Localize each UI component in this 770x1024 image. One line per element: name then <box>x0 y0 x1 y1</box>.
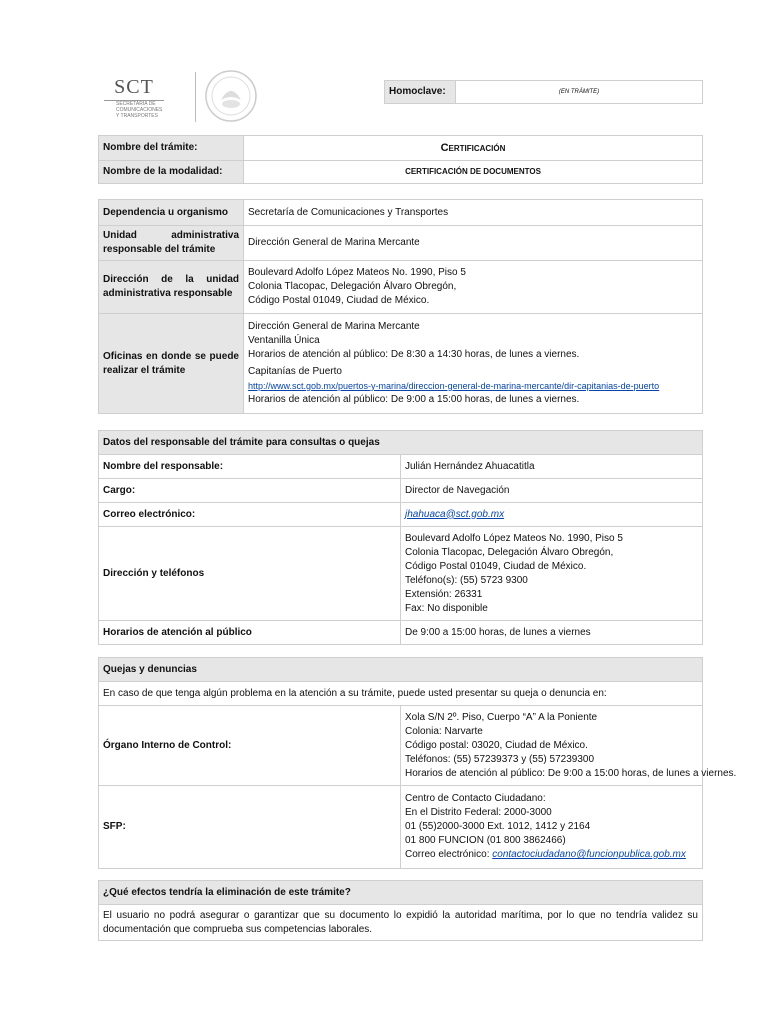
dir-label-line: Dirección de la unidad <box>103 274 239 285</box>
contact-line: Colonia Tlacopac, Delegación Álvaro Obregón, <box>405 546 614 558</box>
efectos-line: documentación que comprueba sus competencias laborales. <box>103 923 373 935</box>
quejas-table <box>98 657 737 869</box>
sfp-line: En el Distrito Federal: 2000-3000 <box>405 807 552 818</box>
sfp-correo-link[interactable]: contactociudadano@funcionpublica.gob.mx <box>492 849 686 860</box>
quejas-intro: En caso de que tenga algún problema en la atención a su trámite, puede usted presentar su queja o denuncia en: <box>99 682 703 706</box>
oficina-line: Ventanilla Única <box>248 335 320 346</box>
sfp-line: 01 (55)2000-3000 Ext. 1012, 1412 y 2164 <box>405 821 591 832</box>
oficina-line: Horarios de atención al público: De 8:30 a 14:30 horas, de lunes a viernes. <box>248 349 580 360</box>
nombre-tramite-value: Certificación <box>244 136 703 161</box>
cargo-value: Director de Navegación <box>401 479 703 503</box>
vertical-divider <box>195 72 196 122</box>
modalidad-label: Nombre de la modalidad: <box>99 161 244 184</box>
dir-telefonos-value <box>401 527 703 621</box>
sct-logo <box>104 76 184 122</box>
unidad-label <box>99 226 244 261</box>
unidad-label-line: Unidad administrativa <box>103 230 239 241</box>
oficinas-label <box>99 314 244 414</box>
oficinas-label-line: realizar el trámite <box>103 364 186 376</box>
address-line: Boulevard Adolfo López Mateos No. 1990, Piso 5 <box>248 267 466 278</box>
sfp-line: 01 800 FUNCION (01 800 3862466) <box>405 835 566 846</box>
unidad-value: Dirección General de Marina Mercante <box>244 226 703 261</box>
responsable-table <box>98 430 703 645</box>
homoclave-label: Homoclave: <box>385 81 456 104</box>
address-line: Código Postal 01049, Ciudad de México. <box>248 295 430 306</box>
correo-label: Correo electrónico: <box>99 503 401 527</box>
contact-line: Fax: No disponible <box>405 602 488 614</box>
efectos-title: ¿Qué efectos tendría la eliminación de este trámite? <box>99 881 703 905</box>
oic-label: Órgano Interno de Control: <box>99 706 401 786</box>
oic-line: Código postal: 03020, Ciudad de México. <box>405 739 588 751</box>
oic-line: Xola S/N 2º. Piso, Cuerpo “A” A la Poniente <box>405 711 598 723</box>
sct-logo-text: SCT <box>114 76 154 98</box>
oic-line: Colonia: Narvarte <box>405 725 483 737</box>
tramite-table <box>98 135 703 184</box>
quejas-title: Quejas y denuncias <box>99 658 703 682</box>
oficina-line: Dirección General de Marina Mercante <box>248 321 420 332</box>
capitanias-title: Capitanías de Puerto <box>248 366 342 377</box>
efectos-line: El usuario no podrá asegurar o garantizar que su documento lo expidió la autoridad marítima, por lo que no tendría validez su <box>103 909 698 921</box>
sfp-correo-label: Correo electrónico: <box>405 849 493 860</box>
contact-line: Boulevard Adolfo López Mateos No. 1990, Piso 5 <box>405 532 623 544</box>
direccion-unidad-label <box>99 261 244 314</box>
nombre-tramite-label: Nombre del trámite: <box>99 136 244 161</box>
sfp-line: Centro de Contacto Ciudadano: <box>405 793 546 804</box>
address-line: Colonia Tlacopac, Delegación Álvaro Obregón, <box>248 281 457 292</box>
dir-label-line: administrativa responsable <box>103 288 233 299</box>
cargo-label: Cargo: <box>99 479 401 503</box>
direccion-unidad-value <box>244 261 703 314</box>
horario-label: Horarios de atención al público <box>99 621 401 645</box>
national-seal-icon <box>203 68 259 124</box>
contact-line: Código Postal 01049, Ciudad de México. <box>405 560 587 572</box>
sfp-value <box>401 786 703 869</box>
efectos-text <box>99 905 703 941</box>
responsable-title: Datos del responsable del trámite para consultas o quejas <box>99 431 703 455</box>
responsable-nombre-label: Nombre del responsable: <box>99 455 401 479</box>
oficinas-label-line: Oficinas en donde se puede <box>103 350 239 362</box>
dependencia-table <box>98 199 703 414</box>
homoclave-table <box>384 80 703 104</box>
oficinas-value <box>244 314 703 414</box>
oic-line: Horarios de atención al público: De 9:00 a 15:00 horas, de lunes a viernes. <box>405 767 737 779</box>
capitanias-link[interactable]: http://www.sct.gob.mx/puertos-y-marina/direccion-general-de-marina-mercante/dir-capitanias-de-puerto <box>248 381 660 391</box>
dir-telefonos-label: Dirección y teléfonos <box>99 527 401 621</box>
sfp-correo-line <box>405 848 698 862</box>
oic-value <box>401 706 737 786</box>
dependencia-value: Secretaría de Comunicaciones y Transportes <box>244 200 703 226</box>
capitanias-horario: Horarios de atención al público: De 9:00 a 15:00 horas, de lunes a viernes. <box>248 394 580 405</box>
sfp-label: SFP: <box>99 786 401 869</box>
logo-sub-line: SECRETARÍA DE <box>116 101 156 107</box>
horario-value: De 9:00 a 15:00 horas, de lunes a viernes <box>401 621 703 645</box>
sct-logo-sub <box>104 101 184 119</box>
efectos-table <box>98 880 703 941</box>
dependencia-label: Dependencia u organismo <box>99 200 244 226</box>
logo-sub-line: COMUNICACIONES <box>116 107 163 113</box>
logo-sub-line: Y TRANSPORTES <box>116 113 158 119</box>
unidad-label-line: responsable del trámite <box>103 244 216 255</box>
oic-line: Teléfonos: (55) 57239373 y (55) 57239300 <box>405 753 595 765</box>
homoclave-value: (EN TRÁMITE) <box>456 81 703 104</box>
responsable-nombre-value: Julián Hernández Ahuacatitla <box>401 455 703 479</box>
modalidad-value: CERTIFICACIÓN DE DOCUMENTOS <box>244 161 703 184</box>
correo-link[interactable]: jhahuaca@sct.gob.mx <box>405 508 505 520</box>
contact-line: Extensión: 26331 <box>405 588 483 600</box>
contact-line: Teléfono(s): (55) 5723 9300 <box>405 574 528 586</box>
